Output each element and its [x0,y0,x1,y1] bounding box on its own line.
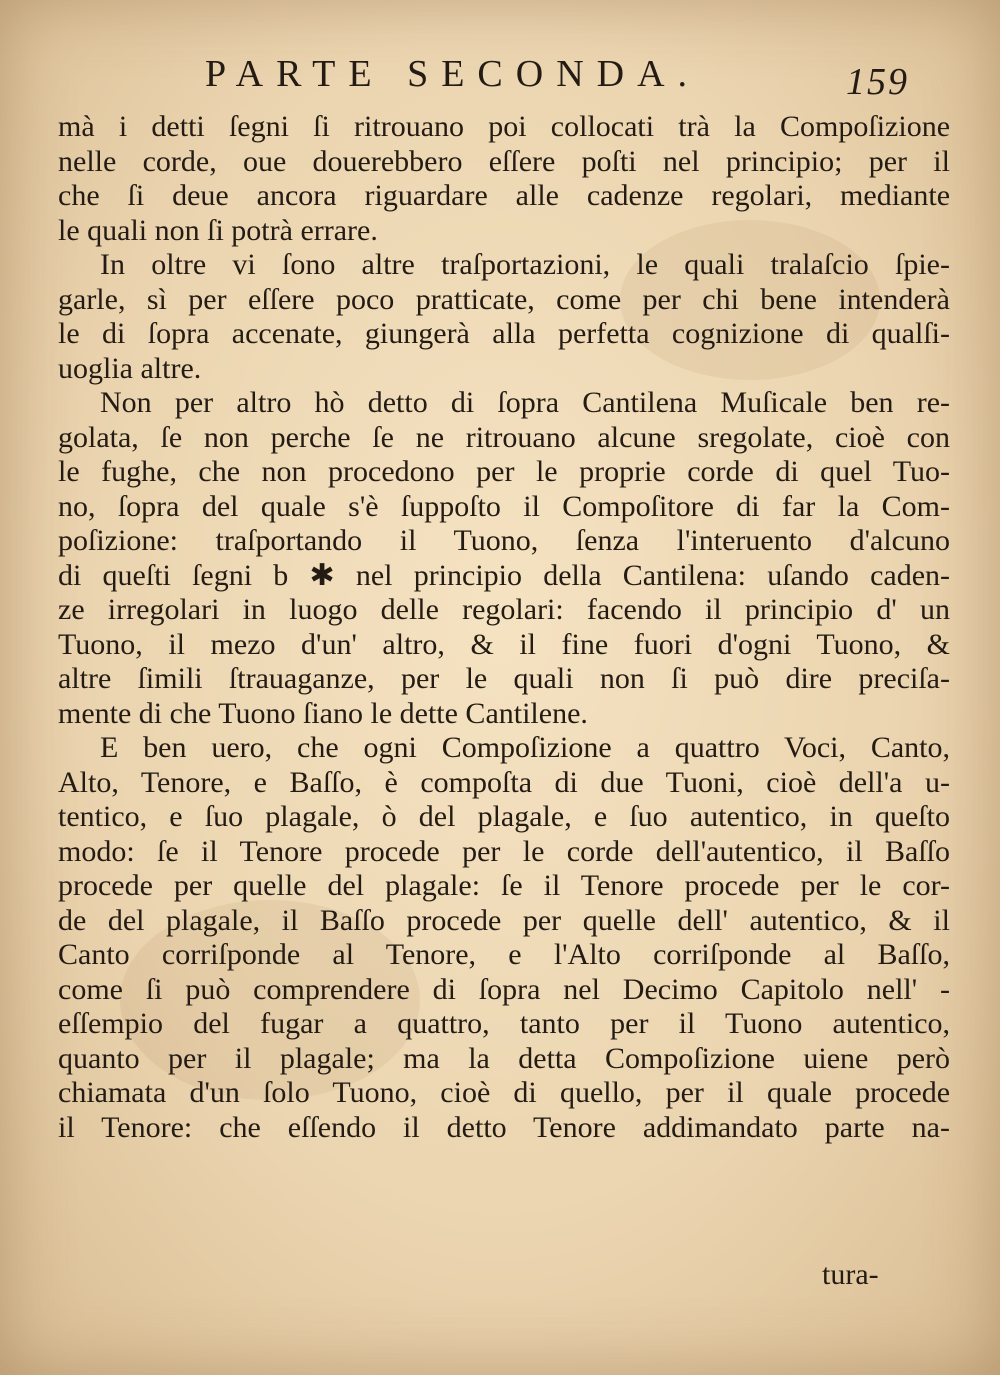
text-line: de del plagale, il Baſſo procede per quelle dell' autentico, & il [58,903,950,937]
text-line: altre ſimili ſtrauaganze, per le quali non ſi può dire preciſa- [58,662,950,695]
body-text [58,110,950,1145]
text-line: uoglia altre. [58,351,202,385]
text-line: di queſti ſegni b ✱ nel principio della Cantilena: uſando caden- [58,558,951,592]
text-line: come ſi può comprendere di ſopra nel Decimo Capitolo nell' - [58,972,951,1006]
text-line: mente di che Tuono ſiano le dette Cantilene. [58,696,588,730]
paragraph-start-line: E ben uero, che ogni Compoſizione a quattro Voci, Canto, [100,731,950,764]
text-line: Canto corriſponde al Tenore, e l'Alto corriſponde al Baſſo, [58,938,950,971]
text-line: Tuono, il mezo d'un' altro, & il fine fuori d'ogni Tuono, & [58,627,951,661]
text-line: chiamata d'un ſolo Tuono, cioè di quello, per il quale procede [58,1076,951,1109]
text-line: le fughe, che non procedono per le proprie corde di quel Tuo- [58,455,951,488]
text-line: modo: ſe il Tenore procede per le corde dell'autentico, il Baſſo [58,834,951,868]
text-line: procede per quelle del plagale: ſe il Tenore procede per le cor- [58,869,951,902]
page-number: 159 [846,61,909,103]
text-line: Alto, Tenore, e Baſſo, è compoſta di due Tuoni, cioè dell'a u- [58,765,951,799]
text-line: tentico, e ſuo plagale, ò del plagale, e ſuo autentico, in queſto [58,800,950,833]
text-line: ze irregolari in luogo delle regolari: facendo il principio d' un [58,593,950,626]
text-line: nelle corde, oue douerebbero eſſere poſti nel principio; per il [58,144,950,178]
text-line: le quali non ſi potrà errare. [58,213,378,247]
paragraph-start-line: Non per altro hò detto di ſopra Cantilena Muſicale ben re- [100,386,951,419]
text-line: garle, sì per eſſere poco pratticate, come per chi bene intenderà [58,282,950,316]
catchword: tura- [822,1258,879,1291]
text-line: il Tenore: che eſſendo il detto Tenore addimandato parte na- [58,1110,950,1144]
text-line: eſſempio del fugar a quattro, tanto per il Tuono autentico, [58,1007,951,1040]
text-line: golata, ſe non perche ſe ne ritrouano alcune sregolate, cioè con [58,420,950,454]
text-line: mà i detti ſegni ſi ritrouano poi collocati trà la Compoſizione [58,110,951,143]
text-line: no, ſopra del quale s'è ſuppoſto il Compoſitore di far la Com- [58,489,950,523]
page-header [0,52,1000,102]
text-line: le di ſopra accenate, giungerà alla perfetta cognizione di qualſi- [58,317,950,350]
running-head: PARTE SECONDA. [205,53,701,95]
text-line: quanto per il plagale; ma la detta Compoſizione uiene però [58,1041,951,1075]
paragraph-start-line: In oltre vi ſono altre traſportazioni, le quali tralaſcio ſpie- [100,248,950,281]
text-line: poſizione: traſportando il Tuono, ſenza l'interuento d'alcuno [58,524,950,557]
text-line: che ſi deue ancora riguardare alle cadenze regolari, mediante [58,179,951,212]
